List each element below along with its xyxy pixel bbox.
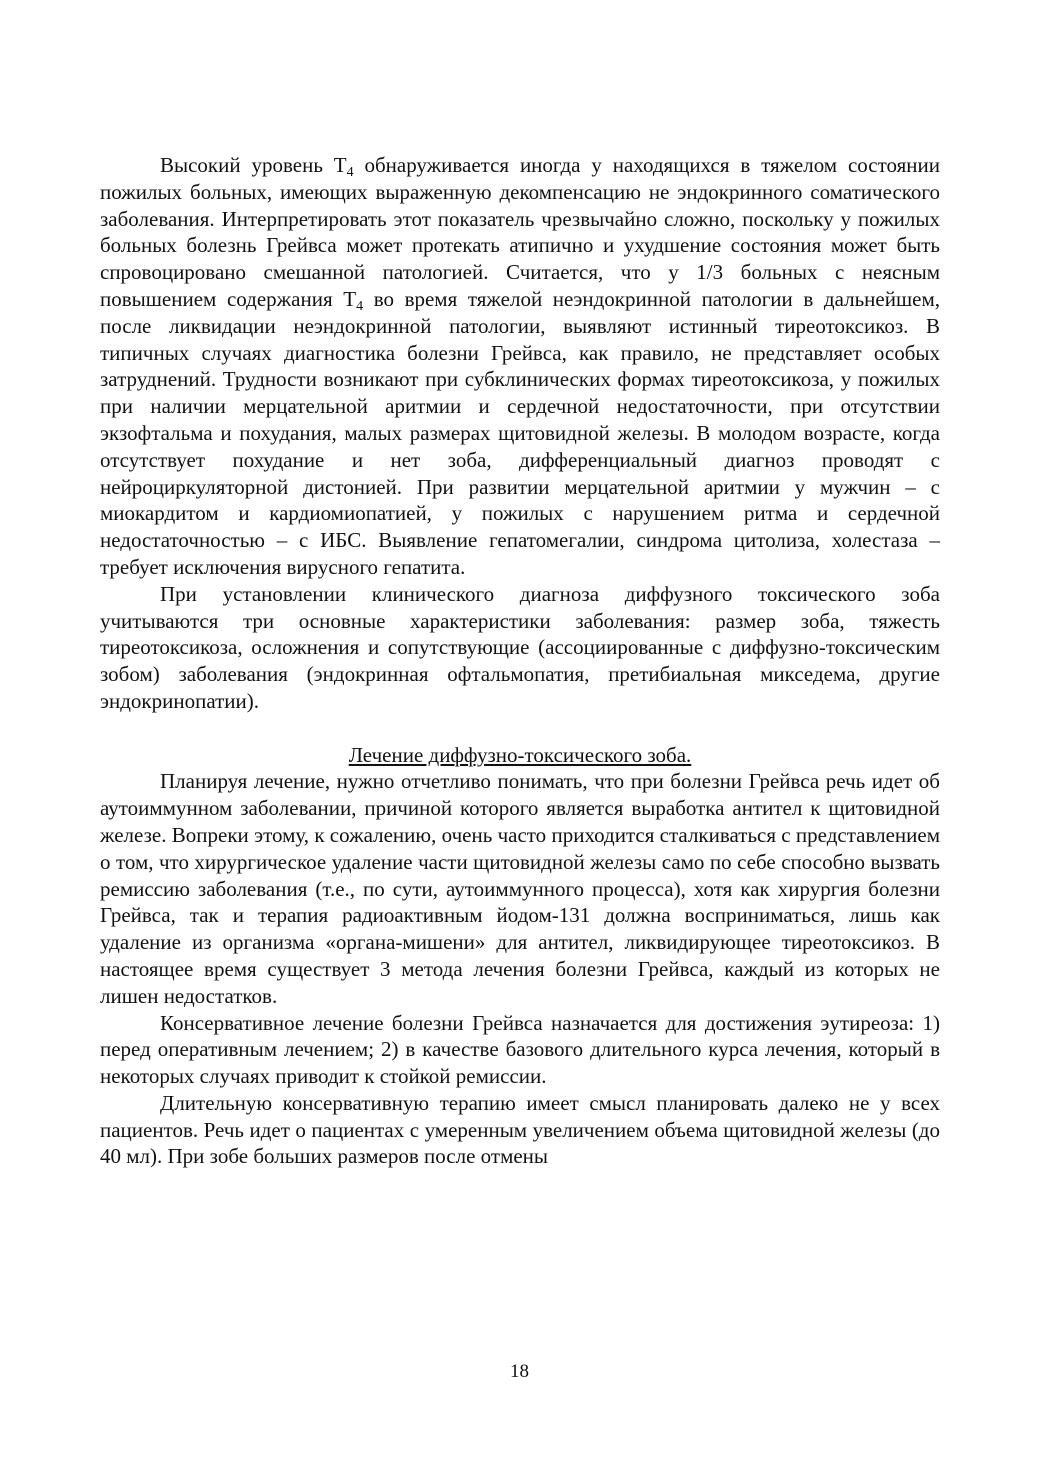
subscript-4: 4 bbox=[356, 298, 364, 314]
subscript-4: 4 bbox=[346, 165, 354, 180]
text-run: Высокий уровень Т bbox=[160, 153, 347, 177]
paragraph-t4-elderly bbox=[100, 152, 940, 581]
text-run: во время тяжелой неэндокринной патологии в дальнейшем, после ликвидации неэндокринной патологии, выявляют истинный тиреотоксикоз. В типичных случаях диагностика болезни Грейвса, как правило, не представляет особых затруднений. Трудности возникают при субклинических формах тиреотоксикоза, у пожилых при наличии мерцательной аритмии и сердечной недостаточности, при отсутствии экзофтальма и похудания, малых размерах щитовидной железы. В молодом возрасте, когда отсутствует похудание и нет зоба, дифференциальный диагноз проводят с нейроциркуляторной дистонией. При развитии мерцательной аритмии у мужчин – с миокардитом и кардиомиопатией, у пожилых с нарушением ритма и сердечной недостаточностью – с ИБС. Выявление гепатомегалии, синдрома цитолиза, холестаза – требует исключения вирусного гепатита. bbox=[100, 286, 940, 579]
paragraph-long-term-therapy: Длительную консервативную терапию имеет смысл планировать далеко не у всех пациентов. Речь идет о пациентах с умеренным увеличением объема щитовидной железы (до 40 мл). При зобе больших размеров после отмены bbox=[100, 1090, 940, 1169]
section-heading: Лечение диффузно-токсического зоба. bbox=[348, 742, 692, 767]
page-number: 18 bbox=[510, 1361, 529, 1382]
text-run: обнаруживается иногда у находящихся в тяжелом состоянии пожилых больных, имеющих выраженную декомпенсацию не эндокринного соматического заболевания. Интерпретировать этот показатель чрезвычайно сложно, поскольку у пожилых больных болезнь Грейвса может протекать атипично и ухудшение состояния может быть спровоцировано смешанной патологией. Считается, что у 1/3 больных с неясным повышением содержания Т bbox=[100, 153, 940, 311]
page-body bbox=[100, 152, 940, 1170]
paragraph-treatment-planning: Планируя лечение, нужно отчетливо понимать, что при болезни Грейвса речь идет об аутоиммунном заболевании, причиной которого является выработка антител к щитовидной железе. Вопреки этому, к сожалению, очень часто приходится сталкиваться с представлением о том, что хирургическое удаление части щитовидной железы само по себе способно вызвать ремиссию заболевания (т.е., по сути, аутоиммунного процесса), хотя как хирургия болезни Грейвса, так и терапия радиоактивным йодом-131 должна восприниматься, лишь как удаление из организма «органа-мишени» для антител, ликвидирующее тиреотоксикоз. В настоящее время существует 3 метода лечения болезни Грейвса, каждый из которых не лишен недостатков. bbox=[100, 769, 940, 1008]
paragraph-conservative-treatment: Консервативное лечение болезни Грейвса назначается для достижения эутиреоза: 1) перед оперативным лечением; 2) в качестве базового длительного курса лечения, который в некоторых случаях приводит к стойкой ремиссии. bbox=[100, 1010, 940, 1089]
paragraph-clinical-diagnosis: При установлении клинического диагноза диффузного токсического зоба учитываются три основные характеристики заболевания: размер зоба, тяжесть тиреотоксикоза, осложнения и сопутствующие (ассоциированные с диффузно-токсическим зобом) заболевания (эндокринная офтальмопатия, претибиальная микседема, другие эндокринопатии). bbox=[100, 581, 940, 713]
